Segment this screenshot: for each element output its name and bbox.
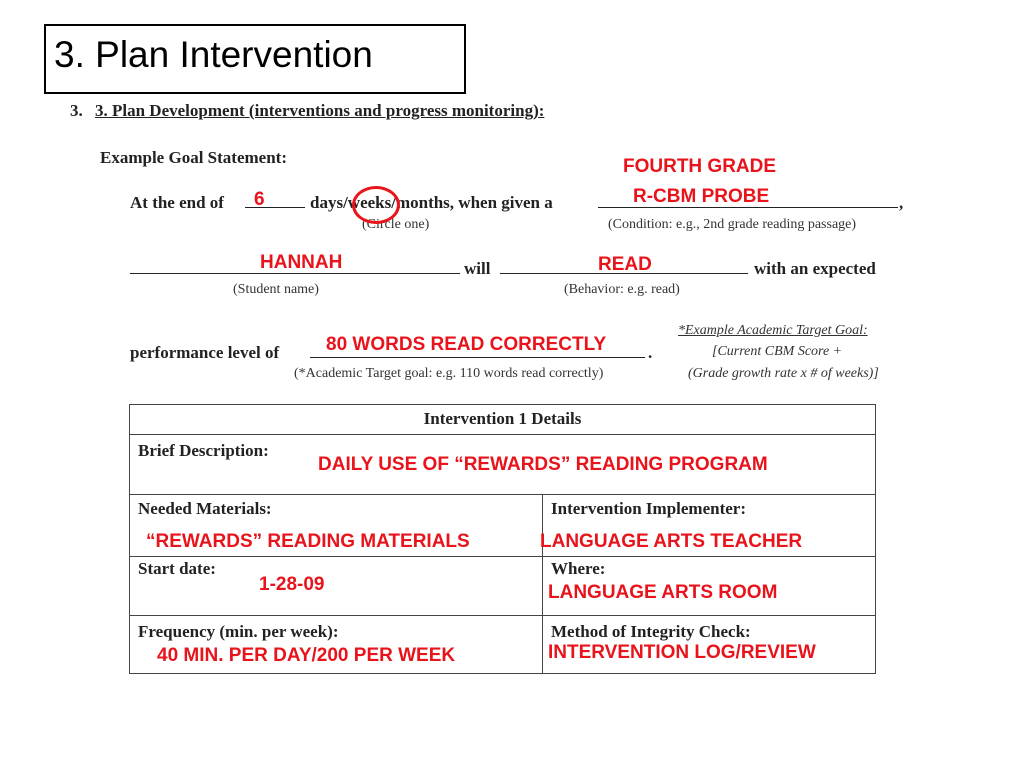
slide-title: 3. Plan Intervention (54, 34, 373, 75)
behavior-annotation: READ (598, 254, 652, 275)
integrity-label: Method of Integrity Check: (551, 622, 751, 641)
circle-one-note: (Circle one) (362, 217, 430, 232)
implementer-annotation: LANGUAGE ARTS TEACHER (540, 531, 803, 552)
goal-line2-suffix: with an expected (754, 259, 876, 278)
goal-line1-mid: days/weeks/months, when given a (310, 193, 553, 212)
period: . (648, 343, 653, 362)
performance-annotation: 80 WORDS READ CORRECTLY (326, 334, 607, 355)
brief-description-label: Brief Description: (138, 441, 269, 460)
where-label: Where: (551, 559, 606, 578)
student-annotation: HANNAH (260, 252, 343, 273)
goal-line2-will: will (464, 259, 491, 278)
start-date-annotation: 1-28-09 (259, 574, 325, 595)
academic-note: (*Academic Target goal: e.g. 110 words read correctly) (294, 366, 604, 381)
table-header: Intervention 1 Details (130, 405, 876, 435)
behavior-note: (Behavior: e.g. read) (564, 282, 680, 297)
example-goal-label: Example Goal Statement: (100, 148, 287, 167)
materials-label: Needed Materials: (138, 499, 272, 518)
integrity-annotation: INTERVENTION LOG/REVIEW (548, 642, 816, 663)
duration-annotation: 6 (254, 189, 265, 210)
goal-line1-prefix: At the end of (130, 193, 224, 212)
comma: , (899, 193, 904, 212)
grade-annotation: FOURTH GRADE (623, 156, 777, 177)
start-date-cell (130, 557, 543, 616)
materials-annotation: “REWARDS” READING MATERIALS (146, 531, 470, 552)
weeks-circle-mark (352, 186, 400, 224)
target-goal-line1: [Current CBM Score + (712, 344, 843, 359)
performance-prefix: performance level of (130, 343, 280, 362)
target-goal-line2: (Grade growth rate x # of weeks)] (688, 366, 879, 381)
description-annotation: DAILY USE OF “REWARDS” READING PROGRAM (318, 454, 768, 475)
where-annotation: LANGUAGE ARTS ROOM (548, 582, 778, 603)
frequency-label: Frequency (min. per week): (138, 622, 339, 641)
start-date-label: Start date: (138, 559, 216, 578)
condition-note: (Condition: e.g., 2nd grade reading passage) (608, 217, 857, 232)
form-heading: 3. Plan Development (interventions and progress monitoring): (95, 101, 545, 120)
frequency-annotation: 40 MIN. PER DAY/200 PER WEEK (157, 645, 456, 666)
form-heading-number: 3. (70, 101, 83, 120)
target-goal-title: *Example Academic Target Goal: (678, 323, 868, 338)
student-note: (Student name) (233, 282, 319, 297)
probe-annotation: R-CBM PROBE (633, 186, 770, 207)
implementer-label: Intervention Implementer: (551, 499, 746, 518)
